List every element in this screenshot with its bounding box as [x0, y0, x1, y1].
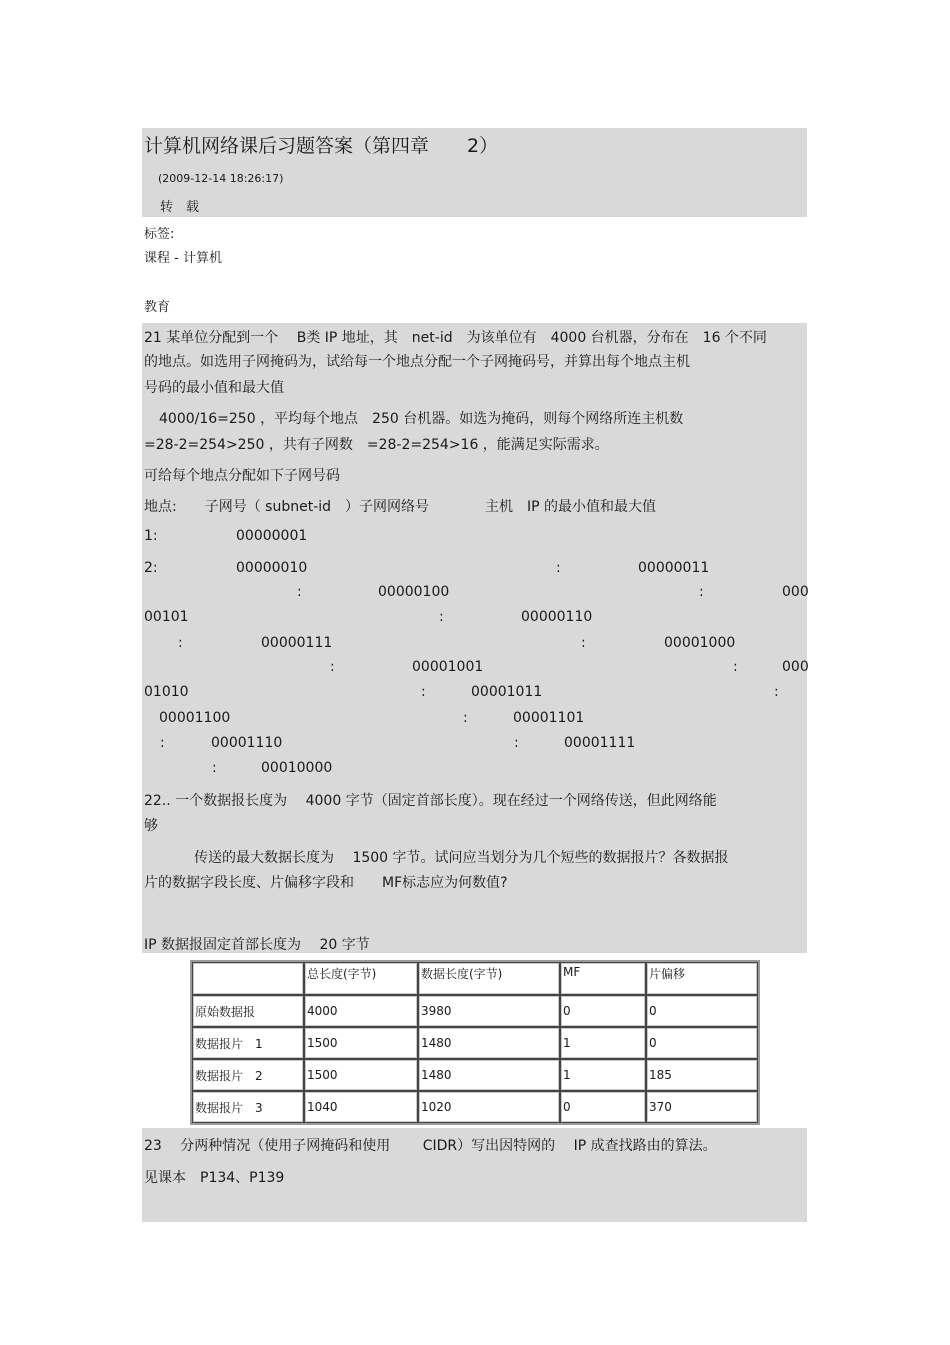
table-header-row [192, 962, 758, 995]
subnet-row-3-id: 00000100 [378, 584, 450, 600]
subnet-row-5-id: 00000111 [261, 635, 333, 651]
table-cell: 0 [560, 1091, 646, 1123]
subnet-row-5-colon: : [178, 635, 183, 651]
table-cell: 1480 [418, 1059, 560, 1091]
subnet-row-10-colon: : [212, 760, 217, 776]
table-cell: 数据报片 3 [192, 1091, 304, 1123]
subnet-row-6-colon2: : [733, 659, 738, 675]
subnet-row-2-location: 2: [144, 560, 158, 576]
page-title: 计算机网络课后习题答案（第四章 2） [144, 135, 499, 157]
repost-label: 转 载 [160, 200, 200, 215]
subnet-row-3-next: 000 [782, 584, 809, 600]
table-header-cell: 总长度(字节) [304, 962, 418, 995]
q21-column-header: 地点: 子网号（ subnet-id ）子网网络号 主机 IP 的最小值和最大值 [144, 499, 657, 515]
table-cell: 数据报片 1 [192, 1027, 304, 1059]
table-cell: 1500 [304, 1027, 418, 1059]
subnet-row-3-colon2: : [699, 584, 704, 600]
q22-question-line1: 22.. 一个数据报长度为 4000 字节（固定首部长度）。现在经过一个网络传送，但此网络能 [144, 793, 717, 809]
subnet-row-9-id: 00001110 [211, 735, 283, 751]
subnet-row-9-colon2: : [514, 735, 519, 751]
table-cell: 185 [646, 1059, 758, 1091]
subnet-row-8-next: 00001101 [513, 710, 585, 726]
q21-question-line2: 的地点。如选用子网掩码为，试给每一个地点分配一个子网掩码号，并算出每个地点主机 [144, 354, 690, 370]
subnet-row-8-id: 00001100 [159, 710, 231, 726]
table-cell: 0 [560, 995, 646, 1027]
q22-answer-line1: IP 数据报固定首部长度为 20 字节 [144, 937, 370, 953]
table-row [192, 1091, 758, 1123]
subnet-row-10-id: 00010000 [261, 760, 333, 776]
table-cell: 1 [560, 1059, 646, 1091]
table-cell: 1500 [304, 1059, 418, 1091]
subnet-row-2-next: 00000011 [638, 560, 710, 576]
table-header-cell [192, 962, 304, 995]
subnet-row-1-id: 00000001 [236, 528, 308, 544]
q22-question-line4: 片的数据字段长度、片偏移字段和 MF标志应为何数值? [144, 875, 508, 891]
subnet-row-6-next: 000 [782, 659, 809, 675]
q21-answer-line1: 4000/16=250 ，平均每个地点 250 台机器。如选为掩码，则每个网络所连主机数 [159, 411, 684, 427]
table-header-cell: 片偏移 [646, 962, 758, 995]
tag-link-course[interactable]: 课程 - 计算机 [144, 251, 222, 266]
q21-question-line3: 号码的最小值和最大值 [144, 380, 284, 396]
tags-label: 标签: [144, 227, 175, 242]
post-timestamp: (2009-12-14 18:26:17) [158, 172, 284, 185]
subnet-row-7-colon: : [421, 684, 426, 700]
q22-question-line2: 够 [144, 818, 158, 834]
table-cell: 1480 [418, 1027, 560, 1059]
table-cell: 1 [560, 1027, 646, 1059]
subnet-row-4-cont: 00101 [144, 609, 189, 625]
table-cell: 0 [646, 1027, 758, 1059]
subnet-row-7-cont: 01010 [144, 684, 189, 700]
table-cell: 0 [646, 995, 758, 1027]
table-cell: 4000 [304, 995, 418, 1027]
subnet-row-6-id: 00001001 [412, 659, 484, 675]
subnet-row-7-id: 00001011 [471, 684, 543, 700]
subnet-row-2-colon: : [556, 560, 561, 576]
table-row [192, 995, 758, 1027]
subnet-row-8-colon: : [463, 710, 468, 726]
table-cell: 3980 [418, 995, 560, 1027]
subnet-row-4-colon: : [439, 609, 444, 625]
subnet-row-5-next: 00001000 [664, 635, 736, 651]
subnet-row-9-next: 00001111 [564, 735, 636, 751]
table-row [192, 1027, 758, 1059]
table-header-cell: MF [560, 962, 646, 995]
subnet-row-7-colon2: : [774, 684, 779, 700]
q21-answer-line3: 可给每个地点分配如下子网号码 [144, 468, 340, 484]
fragment-table [190, 960, 760, 1125]
table-cell: 原始数据报 [192, 995, 304, 1027]
subnet-row-2-id: 00000010 [236, 560, 308, 576]
tag-link-education[interactable]: 教育 [144, 300, 171, 315]
subnet-row-5-colon2: : [581, 635, 586, 651]
q23-question: 23 分两种情况（使用子网掩码和使用 CIDR）写出因特网的 IP 成查找路由的算法。 [144, 1138, 717, 1154]
table-row [192, 1059, 758, 1091]
subnet-row-6-colon: : [330, 659, 335, 675]
table-cell: 1020 [418, 1091, 560, 1123]
table-header-cell: 数据长度(字节) [418, 962, 560, 995]
subnet-row-4-id: 00000110 [521, 609, 593, 625]
subnet-row-3-colon: : [297, 584, 302, 600]
table-cell: 1040 [304, 1091, 418, 1123]
subnet-row-1-location: 1: [144, 528, 158, 544]
table-cell: 370 [646, 1091, 758, 1123]
subnet-row-9-colon: : [160, 735, 165, 751]
q22-question-line3: 传送的最大数据长度为 1500 字节。试问应当划分为几个短些的数据报片？各数据报 [194, 850, 729, 866]
q21-answer-line2: =28-2=254>250 ，共有子网数 =28-2=254>16 ，能满足实际需求。 [144, 437, 609, 453]
table-cell: 数据报片 2 [192, 1059, 304, 1091]
q23-answer: 见课本 P134、P139 [144, 1170, 285, 1186]
q21-question-line1: 21 某单位分配到一个 B类 IP 地址，其 net-id 为该单位有 4000 台机器，分布在 16 个不同 [144, 330, 767, 346]
